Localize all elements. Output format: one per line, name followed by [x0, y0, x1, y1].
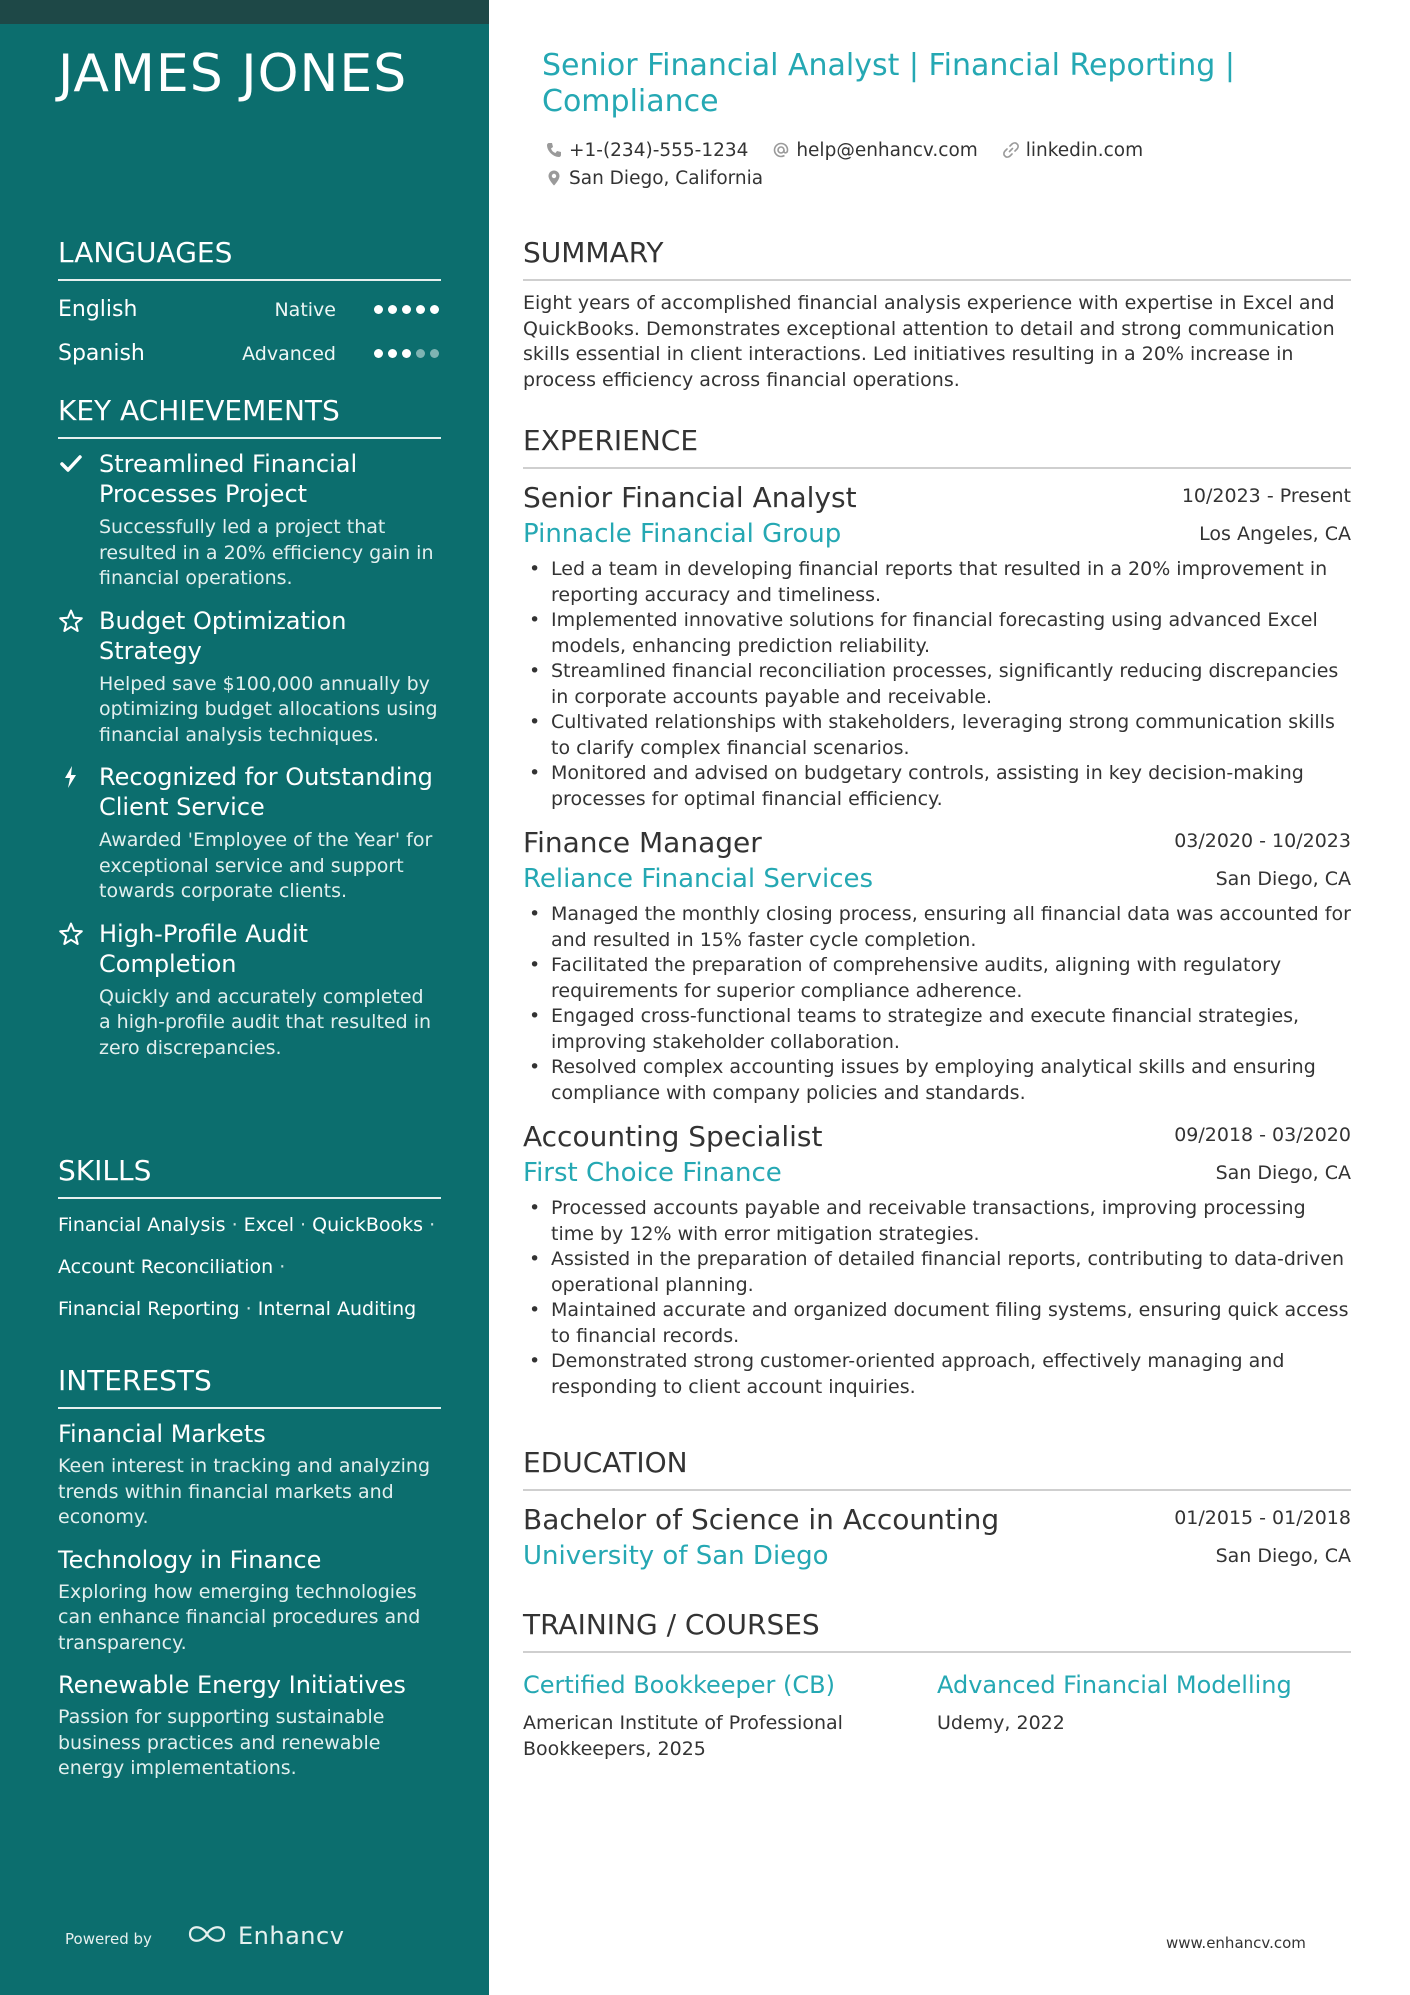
job-bullet: • Cultivated relationships with stakeholders, leveraging strong communication skills to clarify complex financial scenarios.	[523, 710, 1351, 761]
experience-heading: EXPERIENCE	[523, 424, 1351, 469]
education-heading: EDUCATION	[523, 1446, 1351, 1491]
language-row	[58, 291, 441, 335]
school-name: University of San Diego	[523, 1541, 829, 1571]
phone-contact[interactable]	[545, 136, 748, 164]
interest-description: Passion for supporting sustainable business practices and renewable energy implementations.	[58, 1706, 385, 1779]
job-title: Finance Manager	[523, 826, 762, 859]
course-title: Advanced Financial Modelling	[937, 1671, 1292, 1699]
job-entry	[523, 479, 1351, 812]
enhancv-logo[interactable]	[184, 1921, 344, 1951]
job-location: San Diego, CA	[1215, 868, 1351, 890]
job-date: 09/2018 - 03/2020	[1174, 1124, 1351, 1146]
achievement-description: Awarded 'Employee of the Year' for exceptional service and support towards corporate clients.	[99, 829, 433, 902]
interest-item	[58, 1545, 441, 1657]
job-bullet: • Demonstrated strong customer-oriented approach, effectively managing and responding to client account inquiries.	[523, 1349, 1351, 1400]
location-pin-icon	[545, 169, 563, 187]
languages-section	[58, 236, 441, 379]
achievements-heading: KEY ACHIEVEMENTS	[58, 394, 441, 439]
phone-icon	[545, 141, 563, 159]
job-title: Accounting Specialist	[523, 1120, 823, 1153]
skills-line: Financial Reporting · Internal Auditing	[58, 1298, 417, 1320]
language-row	[58, 335, 441, 379]
star-icon	[58, 608, 84, 634]
website-link[interactable]: www.enhancv.com	[1166, 1934, 1306, 1952]
summary-text: Eight years of accomplished financial analysis experience with expertise in Excel and QuickBooks. Demonstrates exceptional attention to detail and strong communication skills essential in client interactions. Led initiatives resulting in a 20% increase in process efficiency across financial operations.	[523, 292, 1335, 391]
skill-item: Excel	[243, 1214, 294, 1236]
course-item	[523, 1663, 937, 1762]
location-contact	[545, 164, 763, 192]
course-title: Certified Bookkeeper (CB)	[523, 1671, 835, 1699]
degree-title: Bachelor of Science in Accounting	[523, 1503, 1000, 1536]
company-name: Pinnacle Financial Group	[523, 519, 842, 549]
candidate-name: JAMES JONES	[58, 44, 408, 104]
brand-name: Enhancv	[238, 1922, 345, 1950]
skill-item: Financial Reporting	[58, 1298, 240, 1320]
language-name: English	[58, 297, 138, 322]
infinity-icon	[184, 1921, 230, 1951]
job-title: Senior Financial Analyst	[523, 481, 857, 514]
achievement-item	[58, 606, 441, 749]
training-heading: TRAINING / COURSES	[523, 1608, 1351, 1653]
skill-item: QuickBooks	[312, 1214, 424, 1236]
summary-section	[523, 236, 1351, 393]
job-bullet: • Implemented innovative solutions for financial forecasting using advanced Excel models, enhancing prediction reliability.	[523, 608, 1351, 659]
interest-description: Exploring how emerging technologies can enhance financial procedures and transparency.	[58, 1580, 421, 1654]
powered-by-label: Powered by	[65, 1930, 152, 1948]
job-bullet: • Engaged cross-functional teams to strategize and execute financial strategies, improving stakeholder collaboration.	[523, 1004, 1351, 1055]
interests-heading: INTERESTS	[58, 1364, 441, 1409]
link-icon	[1002, 141, 1020, 159]
job-bullet: • Processed accounts payable and receivable transactions, improving processing time by 12% with error mitigation strategies.	[523, 1196, 1351, 1247]
achievement-item	[58, 762, 441, 905]
achievement-title: Recognized for Outstanding Client Service	[99, 763, 433, 821]
interest-description: Keen interest in tracking and analyzing trends within financial markets and economy.	[58, 1455, 431, 1528]
course-description: Udemy, 2022	[937, 1712, 1065, 1734]
achievement-description: Quickly and accurately completed a high-profile audit that resulted in zero discrepancies.	[99, 985, 432, 1059]
skill-item: Financial Analysis	[58, 1214, 226, 1236]
headline: Senior Financial Analyst | Financial Reporting | Compliance	[542, 48, 1235, 119]
email-text: help@enhancv.com	[796, 139, 978, 161]
interest-title: Financial Markets	[58, 1420, 266, 1448]
experience-section	[523, 424, 1351, 1412]
linkedin-contact[interactable]	[1002, 136, 1143, 164]
email-contact[interactable]	[772, 136, 977, 164]
interest-item	[58, 1670, 441, 1782]
sidebar-top-bar	[0, 0, 489, 24]
language-level: Advanced	[242, 343, 336, 365]
interest-item	[58, 1419, 441, 1531]
job-bullet: • Maintained accurate and organized document filing systems, ensuring quick access to financial records.	[523, 1298, 1351, 1349]
language-proficiency-dots	[374, 349, 439, 358]
phone-text: +1-(234)-555-1234	[569, 139, 749, 161]
job-bullets	[523, 902, 1351, 1106]
job-location: Los Angeles, CA	[1199, 523, 1351, 545]
skills-section	[58, 1154, 441, 1339]
skills-heading: SKILLS	[58, 1154, 441, 1199]
linkedin-text: linkedin.com	[1025, 139, 1144, 161]
achievement-item	[58, 919, 441, 1062]
interest-title: Technology in Finance	[58, 1545, 322, 1574]
education-date: 01/2015 - 01/2018	[1174, 1507, 1351, 1529]
job-bullet: • Resolved complex accounting issues by employing analytical skills and ensuring compliance with company policies and standards.	[523, 1055, 1351, 1106]
star-icon	[58, 921, 84, 947]
skill-item: Account Reconciliation	[58, 1256, 274, 1278]
summary-heading: SUMMARY	[523, 236, 1351, 281]
achievement-description: Helped save $100,000 annually by optimizing budget allocations using financial analysis techniques.	[99, 672, 438, 746]
language-proficiency-dots	[374, 305, 439, 314]
languages-heading: LANGUAGES	[58, 236, 441, 281]
job-bullet: • Managed the monthly closing process, ensuring all financial data was accounted for and resulted in 15% faster cycle completion.	[523, 902, 1351, 953]
at-icon	[772, 141, 790, 159]
company-name: Reliance Financial Services	[523, 864, 874, 894]
interests-section	[58, 1364, 441, 1796]
job-bullet: • Led a team in developing financial reports that resulted in a 20% improvement in reporting accuracy and timeliness.	[523, 557, 1351, 608]
bolt-icon	[58, 764, 84, 790]
interest-title: Renewable Energy Initiatives	[58, 1671, 406, 1699]
job-bullets	[523, 1196, 1351, 1400]
skill-item: Internal Auditing	[257, 1298, 417, 1320]
achievement-title: Budget Optimization Strategy	[99, 606, 347, 665]
training-section	[523, 1608, 1351, 1762]
education-section	[523, 1446, 1351, 1577]
job-bullet: • Assisted in the preparation of detailed financial reports, contributing to data-driven operational planning.	[523, 1247, 1351, 1298]
job-entry	[523, 824, 1351, 1106]
language-level: Native	[274, 299, 336, 321]
job-date: 10/2023 - Present	[1181, 485, 1351, 507]
contact-info	[545, 136, 1365, 192]
job-bullets	[523, 557, 1351, 812]
achievement-description: Successfully led a project that resulted in a 20% efficiency gain in financial operations.	[99, 516, 434, 589]
company-name: First Choice Finance	[523, 1158, 782, 1188]
job-location: San Diego, CA	[1215, 1162, 1351, 1184]
skills-line: Account Reconciliation ·	[58, 1256, 286, 1278]
check-icon	[58, 451, 84, 477]
achievement-title: Streamlined Financial Processes Project	[99, 450, 358, 508]
skills-line: Financial Analysis · Excel · QuickBooks ·	[58, 1214, 436, 1236]
achievement-title: High-Profile Audit Completion	[99, 919, 309, 978]
course-description: American Institute of Professional Bookkeepers, 2025	[523, 1712, 843, 1760]
job-date: 03/2020 - 10/2023	[1174, 830, 1351, 852]
achievements-section	[58, 394, 441, 1075]
course-item	[937, 1663, 1351, 1762]
job-bullet: • Monitored and advised on budgetary controls, assisting in key decision-making processes for optimal financial efficiency.	[523, 761, 1351, 812]
language-name: Spanish	[58, 341, 145, 366]
job-entry	[523, 1118, 1351, 1400]
location-text: San Diego, California	[569, 167, 764, 189]
sidebar	[0, 0, 489, 1995]
education-location: San Diego, CA	[1215, 1545, 1351, 1567]
job-bullet: • Facilitated the preparation of comprehensive audits, aligning with regulatory requirements for superior compliance adherence.	[523, 953, 1351, 1004]
achievement-item	[58, 449, 441, 592]
job-bullet: • Streamlined financial reconciliation processes, significantly reducing discrepancies in corporate accounts payable and receivable.	[523, 659, 1351, 710]
